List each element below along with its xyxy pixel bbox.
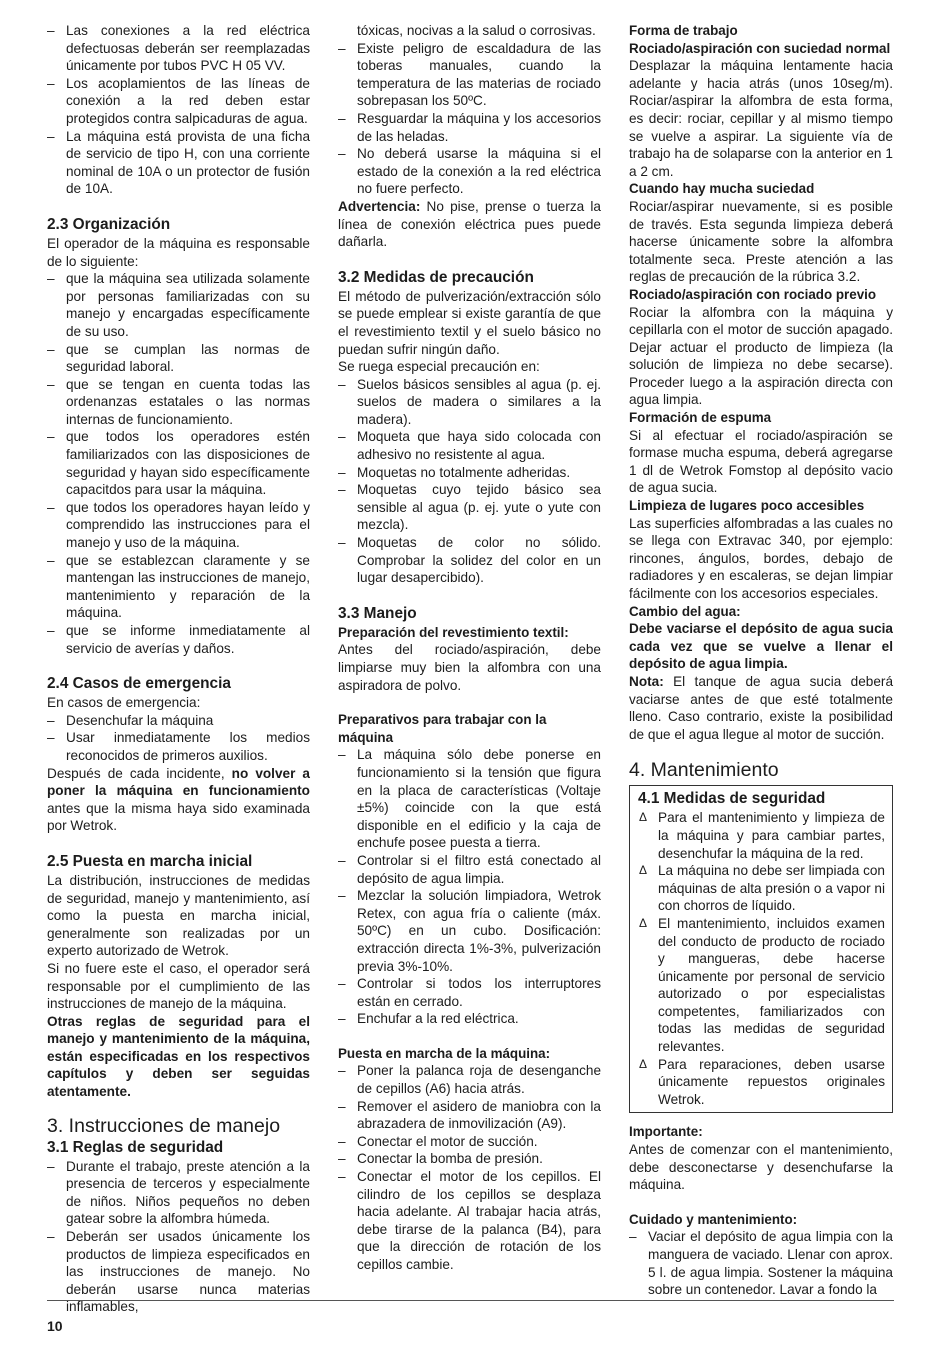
list-item: – Desenchufar la máquina [47,712,310,730]
emergency-list [47,712,310,765]
connection-list [47,22,310,198]
paragraph: Antes del rociado/aspiración, debe limpiarse muy bien la alfombra con una aspiradora de polvo. [338,642,601,693]
section-heading-3-3: 3.3 Manejo [338,604,417,622]
list-item: – Enchufar a la red eléctrica. [338,1010,601,1028]
preparation-list [338,746,601,1028]
list-item: – La máquina está provista de una ficha de servicio de tipo H, con una corriente nominal de 10A o un protector de fusión de 10A. [47,128,310,198]
list-item: – que se informe inmediatamente al servicio de averías y daños. [47,622,310,657]
list-item: – Moqueta que haya sido colocada con adhesivo no resistente al agua. [338,428,601,463]
subheading: Rociado/aspiración con suciedad normal [629,40,891,56]
paragraph: Se ruega especial precaución en: [338,359,540,375]
list-item: – Durante el trabajo, preste atención a la presencia de terceros y especialmente de niños. Niños pequeños no deben gatear sobre la alfombra húmeda. [47,1158,310,1228]
chapter-heading-4: 4. Mantenimiento [629,759,779,782]
paragraph: Antes de comenzar con el mantenimiento, debe desconectarse y desenchufarse la máquina. [629,1142,893,1193]
subheading: Limpieza de lugares poco accesibles [629,498,865,514]
section-heading-2-4: 2.4 Casos de emergencia [47,675,231,693]
chapter-heading-3: 3. Instrucciones de manejo [47,1114,281,1137]
list-item: – Existe peligro de escaldadura de las toberas manuales, cuando la temperatura de las materias de rociado sobrepasan los 50ºC. [338,40,601,110]
section-heading-4-1: 4.1 Medidas de seguridad [638,790,826,808]
list-item: – No deberá usarse la máquina si el estado de la conexión a la red eléctrica no fuere perfecto. [338,145,601,198]
column-1 [47,22,310,1316]
note-paragraph: Nota: El tanque de agua sucia deberá vaciarse antes de que esté totalmente lleno. Caso contrario, existe la posibilidad de que el agua llegue al motor de succión. [629,673,893,742]
paragraph-bold: Debe vaciarse el depósito de agua sucia cada vez que se vuelve a llenar el depósito de agua limpia. [629,621,893,672]
list-item: – que se tengan en cuenta todas las ordenanzas estatales o las normas internas de funcionamiento. [47,376,310,429]
paragraph: Si no fuere este el caso, el operador será responsable por el cumplimiento de las instrucciones de manejo de la máquina. [47,960,310,1012]
list-item: – Suelos básicos sensibles al agua (p. ej. suelos de madera o similares a la madera). [338,376,601,429]
section-heading-2-5: 2.5 Puesta en marcha inicial [47,852,253,870]
paragraph: La distribución, instrucciones de medidas de seguridad, manejo y mantenimiento, así como la puesta en marcha inicial, generalmente son realizadas por un experto autorizado de Wetrok. [47,872,310,959]
list-item: – Poner la palanca roja de desenganche de cepillos (A6) hacia atrás. [338,1062,601,1097]
list-item: – Remover el asidero de maniobra con la abrazadera de inmovilización (A9). [338,1098,601,1133]
paragraph: Rociar/aspirar nuevamente, si es posible de través. Esta segunda limpieza deberá hacerse únicamente sobre la alfombra totalmente seca. Preste atención a las reglas de precaución de la rúbrica 3.2. [629,198,893,285]
paragraph: Desplazar la máquina lentamente hacia adelante y hacia atrás (unos 10seg/m). Rociar/aspirar la alfombra de esta forma, es decir: rociar, cepillar y al mismo tiempo se vuelve a aspirar. La siguiente vía de trabajo ha de solaparse con la anterior en 1 a 2 cm. [629,58,893,179]
list-item: – Moquetas cuyo tejido básico sea sensible al agua (p. ej. yute o yute con mezcla). [338,481,601,534]
list-item: – que la máquina sea utilizada solamente por personas familiarizadas con su manejo y encargadas específicamente de su uso. [47,270,310,340]
startup-list [338,1062,601,1273]
column-3 [629,22,893,1299]
list-item: – que se cumplan las normas de seguridad laboral. [47,341,310,376]
subheading: Preparación del revestimiento textil: [338,624,569,640]
list-item-continuation: tóxicas, nocivas a la salud o corrosivas. [357,23,596,38]
subheading: Importante: [629,1124,703,1140]
section-heading-2-3: 2.3 Organización [47,215,171,233]
list-item: – Las conexiones a la red eléctrica defectuosas deberán ser reemplazadas únicamente por tubos PVC H 05 VV. [47,22,310,75]
list-item: – que todos los operadores hayan leído y comprendido las instrucciones para el manejo y uso de la máquina. [47,499,310,552]
subheading: Preparativos para trabajar con la máquina [338,712,547,745]
list-item: – Usar inmediatamente los medios reconocidos de primeros auxilios. [47,729,310,764]
paragraph-bold: Otras reglas de seguridad para el manejo y mantenimiento de la máquina, están especificadas en los respectivos capítulos y deben ser seguidas atentamente. [47,1013,310,1100]
list-item: – Controlar si el filtro está conectado al depósito de agua limpia. [338,852,601,887]
paragraph: Si al efectuar el rociado/aspiración se formase mucha espuma, deberá agregarse 1 dl de Wetrok Fomstop al depósito vacio de agua sucia. [629,427,893,496]
list-item: Δ La máquina no debe ser limpiada con máquinas de alta presión o a vapor ni con chorros de líquido. [638,862,885,915]
list-item: – Conectar el motor de succión. [338,1133,601,1151]
column-2 [338,22,601,1274]
subheading: Cambio del agua: [629,603,741,619]
list-item: – Mezclar la solución limpiadora, Wetrok Retex, con agua fría o caliente (máx. 50ºC) en un cubo. Dosificación: extracción directa 1%-3%, pulverización previa 3%-10%. [338,887,601,975]
list-item: – Deberán ser usados únicamente los productos de limpieza especificados en las instrucciones de manejo. No deberán usarse nunca materias inflamables, [47,1228,310,1316]
footer-rule [47,1300,894,1301]
subheading: Forma de trabajo [629,23,738,38]
maintenance-safety-list [638,809,885,1108]
subheading: Formación de espuma [629,410,772,426]
paragraph: En casos de emergencia: [47,695,201,711]
subheading: Puesta en marcha de la máquina: [338,1045,551,1061]
list-item: Δ Para el mantenimiento y limpieza de la máquina y para cambiar partes, desenchufar la máquina de la red. [638,809,885,862]
list-item: – que se establezcan claramente y se mantengan las instrucciones de manejo, mantenimiento y reparación de la máquina. [47,552,310,622]
page-number: 10 [47,1318,63,1334]
paragraph: El método de pulverización/extracción sólo se puede emplear si existe garantía de que el revestimiento textil y el suelo básico no puedan sufrir ningún daño. [338,288,601,357]
safety-box [629,785,893,1113]
section-heading-3-1: 3.1 Reglas de seguridad [47,1138,224,1156]
subheading: Cuando hay mucha suciedad [629,181,815,197]
list-item: – que todos los operadores estén familiarizados con las disposiciones de seguridad y hayan sido específicamente capacitdos para usar la máquina. [47,428,310,498]
paragraph: Rociar la alfombra con la máquina y cepillarla con el motor de succión apagado. Dejar actuar el producto de limpieza (la solución de limpieza no debe secarse). Proceder luego a la aspiración directa con agua limpia. [629,304,893,408]
list-item: – Controlar si todos los interruptores están en cerrado. [338,975,601,1010]
list-item: Δ Para reparaciones, deben usarse únicamente repuestos originales Wetrok. [638,1056,885,1109]
safety-rules-list-cont [338,40,601,198]
list-item: Δ El mantenimiento, incluidos examen del conducto de producto de rociado y mangueras, debe hacerse únicamente por personal de servicio autorizado o por especialistas competentes, familiarizados con todas las medidas de seguridad relevantes. [638,915,885,1056]
list-item: – Conectar el motor de los cepillos. El cilindro de los cepillos se desplaza hacia adelante. Al trabajar hacia atrás, debe tirarse de la palanca (B4), para que la dirección de rotación de los cepillos cambie. [338,1168,601,1274]
paragraph: Las superficies alfombradas a las cuales no se llega con Extravac 340, por ejemplo: rincones, ángulos, bordes, debajo de radiadores y en escaleras, se dejan limpiar fácilmente con los accesorios especiales. [629,515,893,601]
list-item: – Conectar la bomba de presión. [338,1150,601,1168]
care-list [629,1228,893,1298]
list-item: – Los acoplamientos de las líneas de conexión a la red deben estar protegidos contra salpicaduras de agua. [47,75,310,128]
list-item: – Vaciar el depósito de agua limpia con la manguera de vaciado. Llenar con aprox. 5 l. de agua limpia. Sostener la máquina sobre un contenedor. Lavar a fondo la [629,1228,893,1298]
safety-rules-list [47,1158,310,1316]
list-item: – La máquina sólo debe ponerse en funcionamiento si la tensión que figura en la placa de características (Voltaje ±5%) coincide con la que está disponible en el edificio y la caja de enchufe posee puesta a tierra. [338,746,601,852]
list-item: – Resguardar la máquina y los accesorios de las heladas. [338,110,601,145]
paragraph: Después de cada incidente, no volver a poner la máquina en funcionamiento antes que la misma haya sido examinada por Wetrok. [47,765,310,834]
list-item: – Moquetas no totalmente adheridas. [338,464,601,482]
subheading: Rociado/aspiración con rociado previo [629,286,877,302]
section-heading-3-2: 3.2 Medidas de precaución [338,268,534,286]
list-item: – Moquetas de color no sólido. Comprobar la solidez del color en un lugar desapercibido). [338,534,601,587]
warning-paragraph: Advertencia: No pise, prense o tuerza la línea de conexión eléctrica pues puede dañarla. [338,198,601,250]
precaution-list [338,376,601,587]
paragraph: El operador de la máquina es responsable de lo siguiente: [47,235,310,269]
organization-list [47,270,310,657]
subheading: Cuidado y mantenimiento: [629,1211,798,1227]
